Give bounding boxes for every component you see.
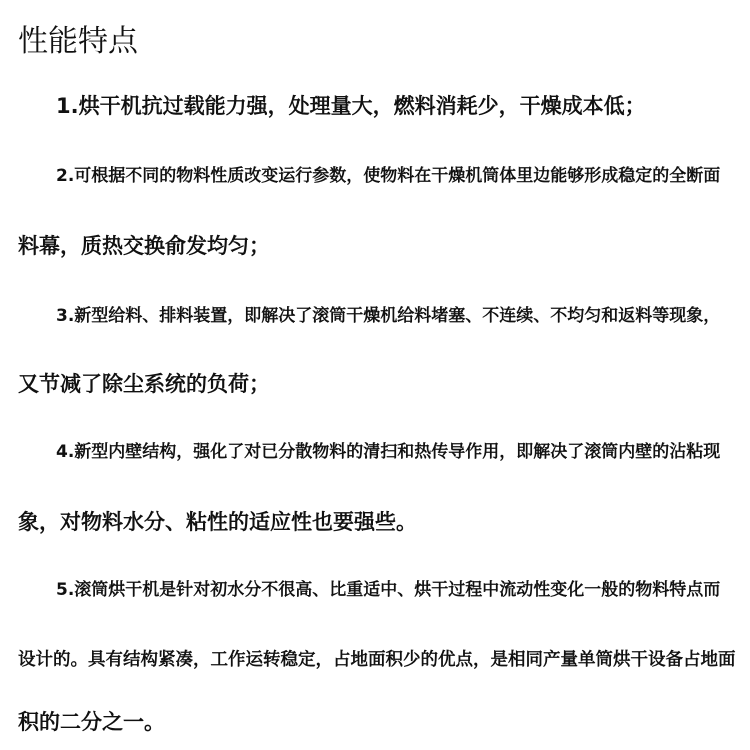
- paragraph-3-line-1: 3.新型给料、排料装置，即解决了滚筒干燥机给料堵塞、不连续、不均匀和返料等现象，: [56, 306, 721, 326]
- page-title: 性能特点: [18, 24, 138, 59]
- paragraph-2-line-2: 料幕，质热交换俞发均匀；: [18, 234, 270, 258]
- paragraph-5-line-1: 5.滚筒烘干机是针对初水分不很高、比重适中、烘干过程中流动性变化一般的物料特点而: [56, 580, 721, 600]
- paragraph-1-line-1: 1.烘干机抗过载能力强，处理量大，燃料消耗少，干燥成本低；: [56, 94, 646, 118]
- paragraph-3-line-2: 又节减了除尘系统的负荷；: [18, 372, 270, 396]
- paragraph-5-line-2: 设计的。具有结构紧凑，工作运转稳定，占地面积少的优点，是相同产量单筒烘干设备占地面: [18, 650, 736, 670]
- paragraph-2-line-1: 2.可根据不同的物料性质改变运行参数，使物料在干燥机筒体里边能够形成稳定的全断面: [56, 166, 721, 186]
- paragraph-5-line-3: 积的二分之一。: [18, 710, 165, 734]
- paragraph-4-line-1: 4.新型内壁结构，强化了对已分散物料的清扫和热传导作用，即解决了滚筒内壁的沾粘现: [56, 442, 721, 462]
- paragraph-4-line-2: 象，对物料水分、粘性的适应性也要强些。: [18, 510, 417, 534]
